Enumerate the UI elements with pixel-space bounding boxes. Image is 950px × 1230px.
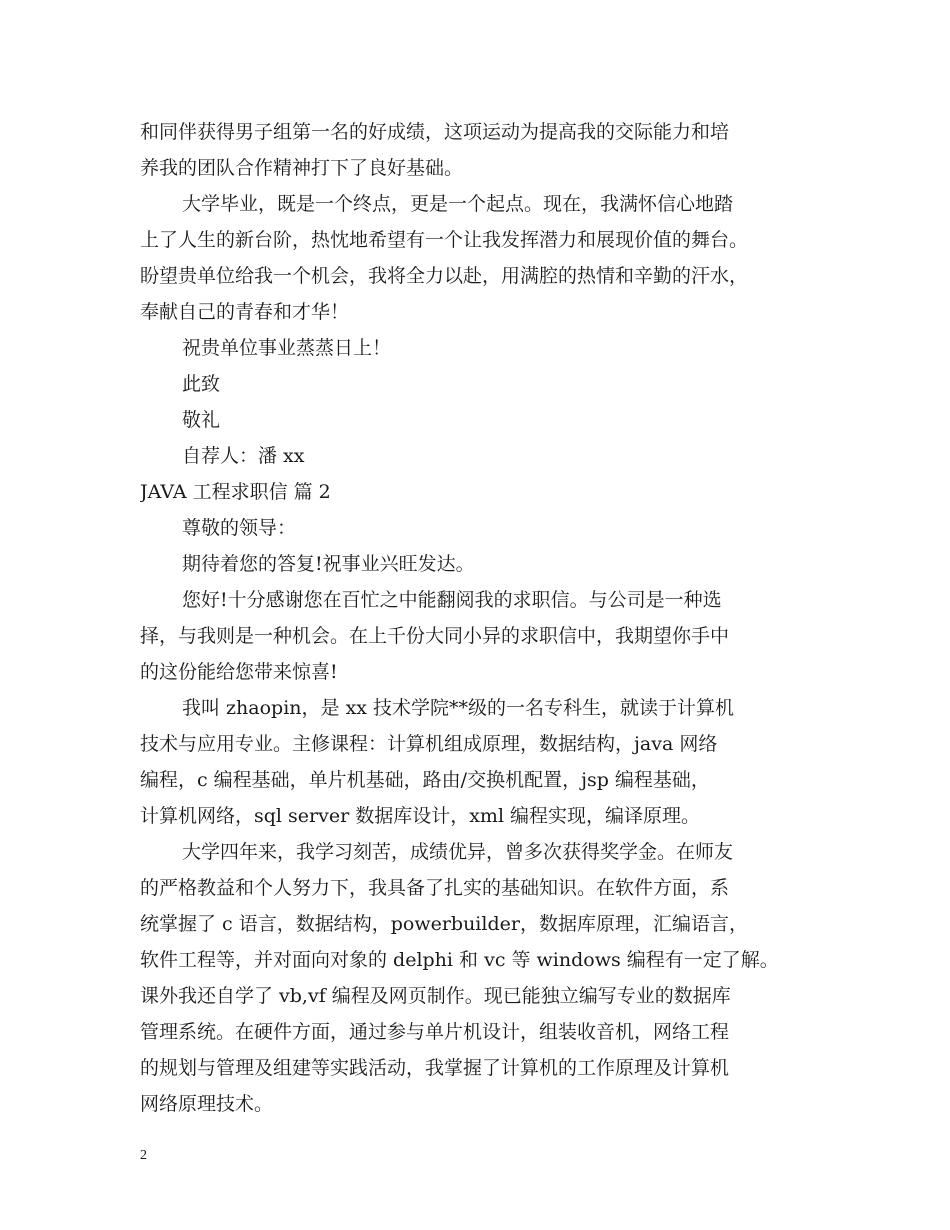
text-line: 自荐人：潘 xx — [182, 445, 305, 467]
text-line: 的这份能给您带来惊喜! — [140, 661, 338, 683]
text-line: 技术与应用专业。主修课程：计算机组成原理，数据结构，java 网络 — [140, 733, 718, 755]
page-number: 2 — [140, 1148, 147, 1163]
text-line: 养我的团队合作精神打下了良好基础。 — [140, 157, 464, 179]
text-line: 您好!十分感谢您在百忙之中能翻阅我的求职信。与公司是一种选 — [182, 589, 722, 611]
text-line: 编程，c 编程基础，单片机基础，路由/交换机配置，jsp 编程基础， — [140, 769, 710, 791]
text-line: 网络原理技术。 — [140, 1093, 274, 1115]
document-body — [140, 114, 830, 1122]
text-line: 祝贵单位事业蒸蒸日上！ — [182, 337, 392, 359]
text-line: 我叫 zhaopin，是 xx 技术学院**级的一名专科生，就读于计算机 — [182, 697, 735, 719]
text-line: 课外我还自学了 vb,vf 编程及网页制作。现已能独立编写专业的数据库 — [140, 985, 731, 1007]
text-line: 上了人生的新台阶，热忱地希望有一个让我发挥潜力和展现价值的舞台。 — [140, 229, 749, 251]
text-line: 统掌握了 c 语言，数据结构，powerbuilder，数据库原理，汇编语言， — [140, 913, 748, 935]
text-line: 期待着您的答复!祝事业兴旺发达。 — [182, 553, 475, 575]
text-line: 的严格教益和个人努力下，我具备了扎实的基础知识。在软件方面，系 — [140, 877, 730, 899]
text-line: 计算机网络，sql server 数据库设计，xml 编程实现，编译原理。 — [140, 805, 701, 827]
text-line: JAVA 工程求职信 篇 2 — [140, 481, 331, 503]
text-line: 大学毕业，既是一个终点，更是一个起点。现在，我满怀信心地踏 — [182, 193, 734, 215]
text-line: 敬礼 — [182, 409, 221, 431]
text-line: 大学四年来，我学习刻苦，成绩优异，曾多次获得奖学金。在师友 — [182, 841, 734, 863]
text-line: 管理系统。在硬件方面，通过参与单片机设计，组装收音机，网络工程 — [140, 1021, 730, 1043]
text-line: 此致 — [182, 373, 221, 395]
text-line: 择，与我则是一种机会。在上千份大同小异的求职信中，我期望你手中 — [140, 625, 730, 647]
text-line: 盼望贵单位给我一个机会，我将全力以赴，用满腔的热情和辛勤的汗水， — [140, 265, 749, 287]
text-line: 软件工程等，并对面向对象的 delphi 和 vc 等 windows 编程有一定了解。 — [140, 949, 779, 971]
text-line: 和同伴获得男子组第一名的好成绩，这项运动为提高我的交际能力和培 — [140, 121, 730, 143]
text-line: 的规划与管理及组建等实践活动，我掌握了计算机的工作原理及计算机 — [140, 1057, 730, 1079]
text-line: 尊敬的领导： — [182, 517, 297, 539]
text-line: 奉献自己的青春和才华！ — [140, 301, 350, 323]
